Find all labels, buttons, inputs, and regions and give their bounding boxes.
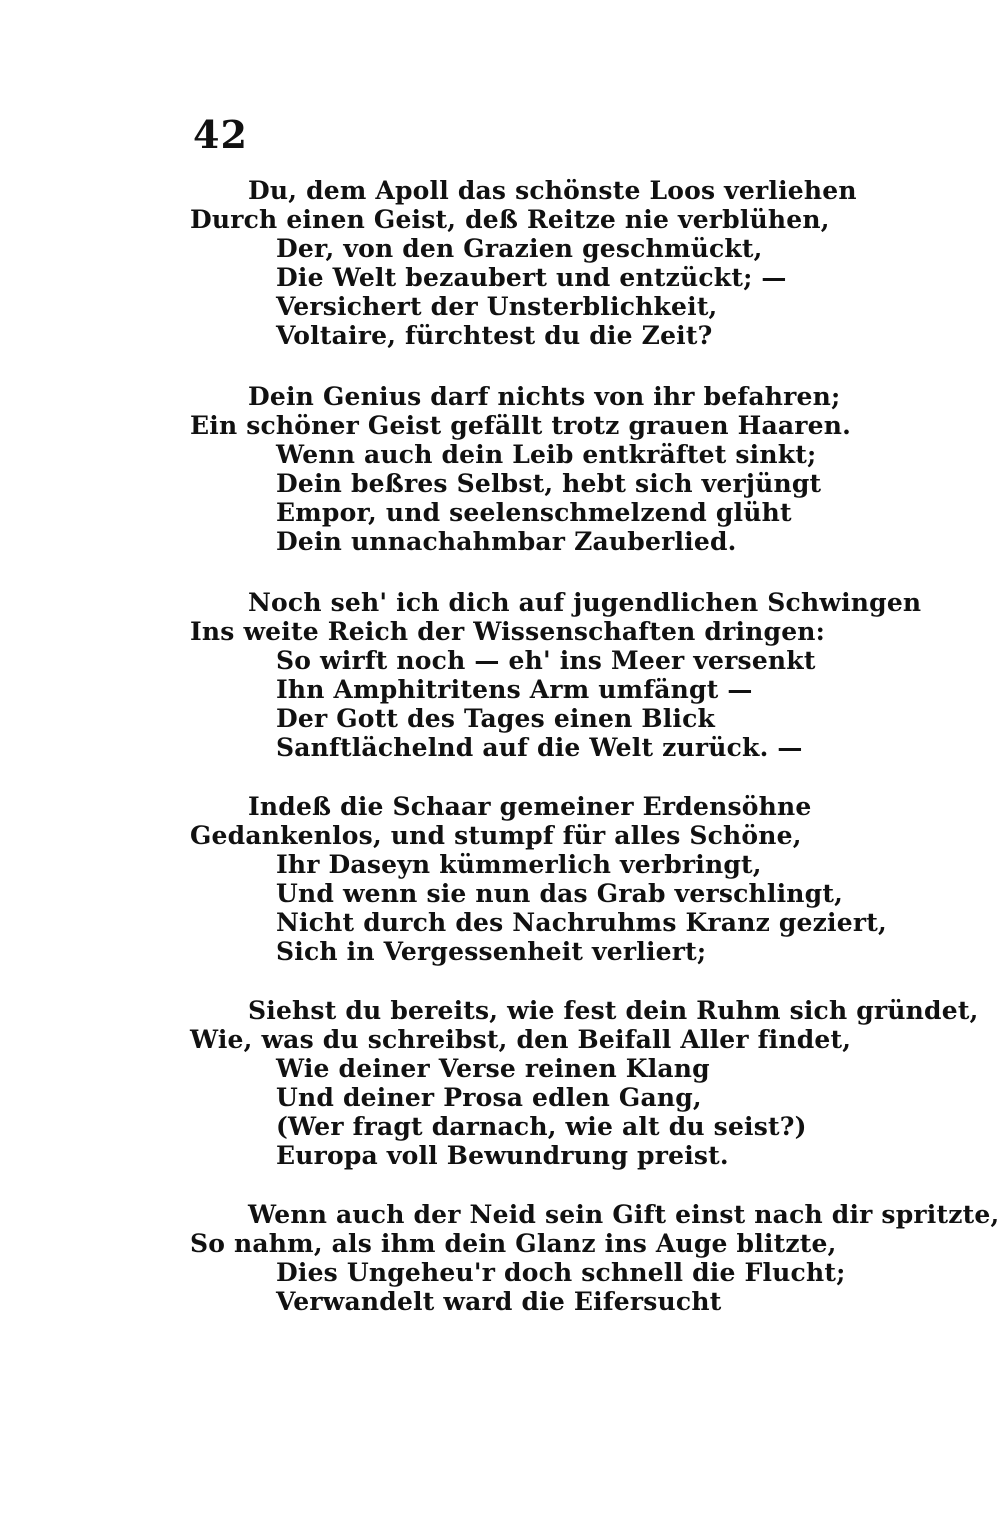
verse-line: Ins weite Reich der Wissenschaften dringen: — [190, 617, 826, 646]
verse-line: Verwandelt ward die Eifersucht — [276, 1287, 722, 1316]
verse-line: Wenn auch der Neid sein Gift einst nach dir spritzte, — [248, 1200, 999, 1229]
verse-line: Dein Genius darf nichts von ihr befahren; — [248, 382, 841, 411]
verse-line: Empor, und seelenschmelzend glüht — [276, 498, 792, 527]
verse-line: Versichert der Unsterblichkeit, — [276, 292, 718, 321]
verse-line: Dein beßres Selbst, hebt sich verjüngt — [276, 469, 822, 498]
verse-line: Indeß die Schaar gemeiner Erdensöhne — [248, 792, 812, 821]
verse-line: Wie deiner Verse reinen Klang — [276, 1054, 710, 1083]
verse-line: So wirft noch — eh' ins Meer versenkt — [276, 646, 816, 675]
verse-line: Noch seh' ich dich auf jugendlichen Schwingen — [248, 588, 922, 617]
verse-line: Europa voll Bewundrung preist. — [276, 1141, 729, 1170]
verse-line: Sanftlächelnd auf die Welt zurück. — — [276, 733, 803, 762]
verse-line: Ein schöner Geist gefällt trotz grauen Haaren. — [190, 411, 852, 440]
verse-line: Der Gott des Tages einen Blick — [276, 704, 716, 733]
verse-line: Der, von den Grazien geschmückt, — [276, 234, 763, 263]
verse-line: Ihr Daseyn kümmerlich verbringt, — [276, 850, 762, 879]
verse-line: Ihn Amphitritens Arm umfängt — — [276, 675, 753, 704]
verse-line: Sich in Vergessenheit verliert; — [276, 937, 707, 966]
verse-line: Und deiner Prosa edlen Gang, — [276, 1083, 702, 1112]
verse-line: Nicht durch des Nachruhms Kranz geziert, — [276, 908, 887, 937]
verse-line: Dein unnachahmbar Zauberlied. — [276, 527, 737, 556]
verse-line: So nahm, als ihm dein Glanz ins Auge blitzte, — [190, 1229, 837, 1258]
verse-line: Dies Ungeheu'r doch schnell die Flucht; — [276, 1258, 846, 1287]
verse-line: Siehst du bereits, wie fest dein Ruhm sich gründet, — [248, 996, 979, 1025]
page-number: 42 — [193, 112, 248, 157]
verse-line: Und wenn sie nun das Grab verschlingt, — [276, 879, 843, 908]
verse-line: Die Welt bezaubert und entzückt; — — [276, 263, 787, 292]
verse-line: Wie, was du schreibst, den Beifall Aller findet, — [190, 1025, 852, 1054]
verse-line: Du, dem Apoll das schönste Loos verliehen — [248, 176, 857, 205]
verse-line: Wenn auch dein Leib entkräftet sinkt; — [276, 440, 817, 469]
verse-line: Durch einen Geist, deß Reitze nie verblühen, — [190, 205, 830, 234]
verse-line: Voltaire, fürchtest du die Zeit? — [276, 321, 713, 350]
verse-line: (Wer fragt darnach, wie alt du seist?) — [276, 1112, 807, 1141]
verse-line: Gedankenlos, und stumpf für alles Schöne, — [190, 821, 802, 850]
